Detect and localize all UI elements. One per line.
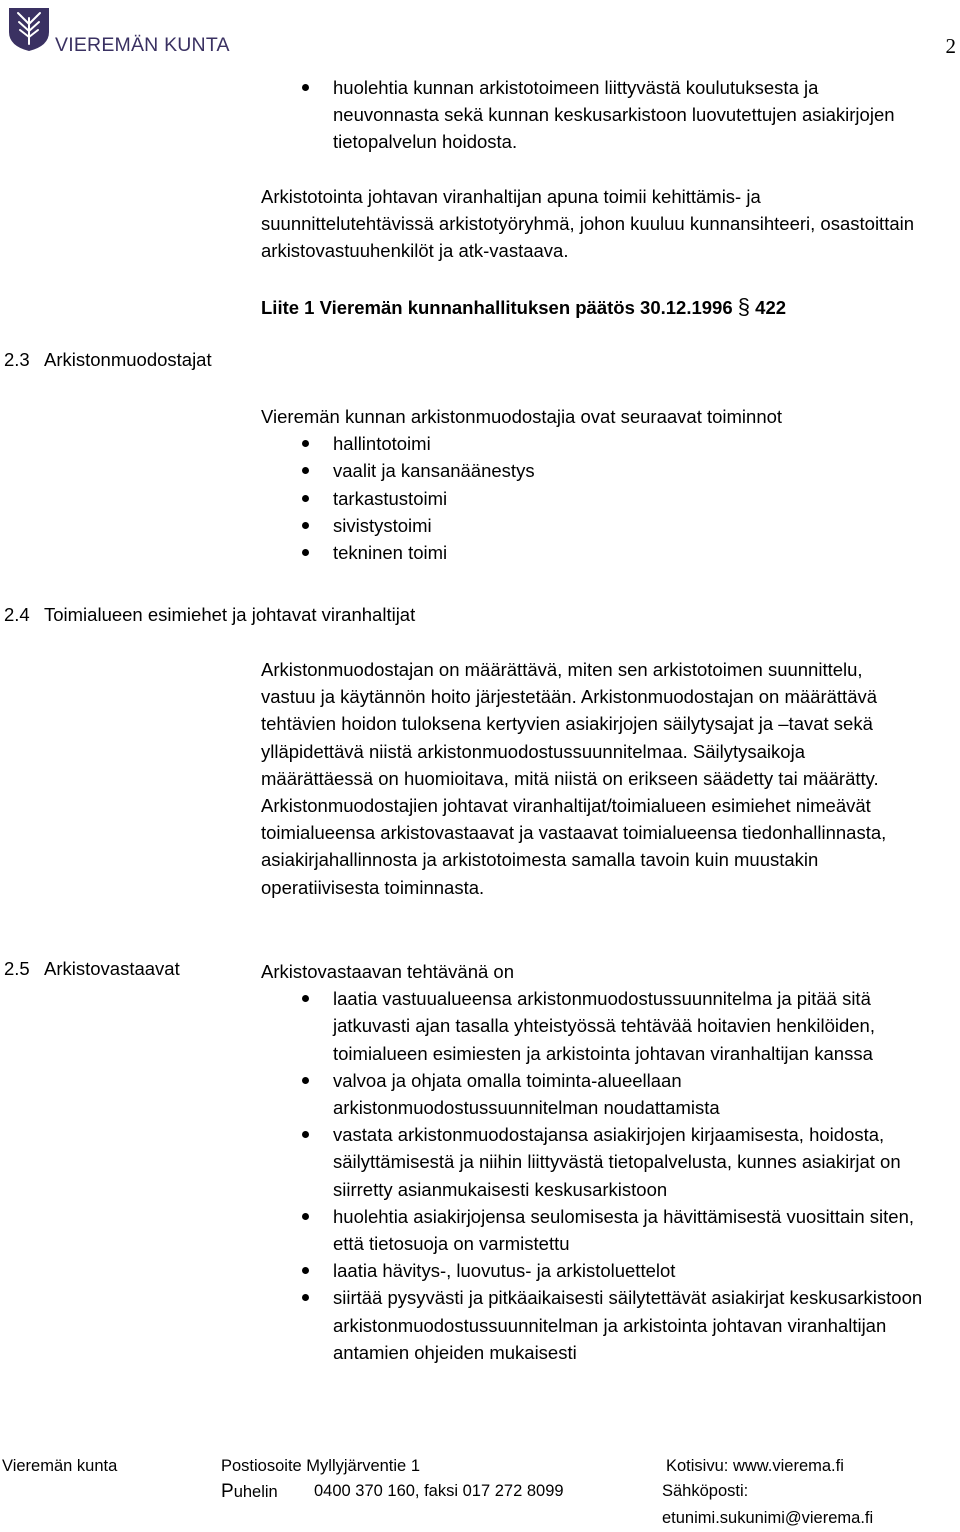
organization-name: VIEREMÄN KUNTA xyxy=(55,34,230,56)
list-item-line: huolehtia asiakirjojensa seulomisesta ja hävittämisestä vuosittain siten, xyxy=(333,1205,914,1227)
section-number: 2.3 xyxy=(4,349,30,370)
section-title: Arkistovastaavat xyxy=(44,958,180,979)
workgroup-paragraph xyxy=(261,183,956,265)
paragraph-line: Arkistonmuodostajien johtavat viranhaltijat/toimialueen esimiehet nimeävät xyxy=(261,795,871,817)
list-item-line: toimialueen esimiesten ja arkistointa johtavan viranhaltijan kanssa xyxy=(333,1042,873,1064)
section-title: Arkistonmuodostajat xyxy=(44,349,212,370)
appendix-text: Liite 1 Vieremän kunnanhallituksen päätös 30.12.1996 xyxy=(261,297,733,318)
section-intro: Vieremän kunnan arkistonmuodostajia ovat seuraavat toiminnot xyxy=(261,406,783,427)
list-item: tarkastustoimi xyxy=(261,485,956,512)
list-item-line: siirtää pysyvästi ja pitkäaikaisesti säilytettävät asiakirjat keskusarkistoon xyxy=(333,1287,923,1309)
footer-website[interactable]: Kotisivu: www.vierema.fi xyxy=(666,1457,844,1475)
section-intro: Arkistovastaavan tehtävänä on xyxy=(261,961,514,982)
phone-label-initial: P xyxy=(221,1481,234,1502)
municipal-crest-icon xyxy=(6,6,52,52)
section-2-4-body xyxy=(261,656,956,901)
section-heading-2-3 xyxy=(4,349,212,371)
list-item-line: valvoa ja ohjata omalla toiminta-alueellaan xyxy=(333,1069,682,1091)
appendix-reference xyxy=(261,293,956,321)
section-heading-2-5 xyxy=(4,958,180,980)
list-item-line: että tietosuoja on varmistettu xyxy=(333,1233,570,1255)
list-item-line: siirretty asianmukaisesti keskusarkistoon xyxy=(333,1178,668,1200)
list-item: vaalit ja kansanäänestys xyxy=(261,457,956,484)
paragraph-line: arkistovastuuhenkilöt ja atk-vastaava. xyxy=(261,240,569,262)
list-item-line: jatkuvasti ajan tasalla yhteistyössä tehtävää hoitavien henkilöiden, xyxy=(333,1015,875,1037)
paragraph-line: asiakirjahallinnosta ja arkistotoimesta samalla tavoin kuin muustakin xyxy=(261,849,819,871)
list-item xyxy=(261,1284,956,1366)
section-title: Toimialueen esimiehet ja johtavat viranhaltijat xyxy=(44,604,416,625)
list-item-line: neuvonnasta sekä kunnan keskusarkistoon luovutettujen asiakirjojen xyxy=(333,104,895,126)
paragraph-line: suunnittelutehtävissä arkistotyöryhmä, johon kuuluu kunnansihteeri, osastoittain xyxy=(261,213,915,235)
list-item xyxy=(261,1203,956,1257)
section-symbol: § xyxy=(737,294,751,319)
footer-phone-label xyxy=(221,1478,278,1506)
page-number: 2 xyxy=(945,34,956,58)
list-item-line: arkistonmuodostussuunnitelman noudattamista xyxy=(333,1097,720,1119)
footer-postal-address: Postiosoite Myllyjärventie 1 xyxy=(221,1457,420,1475)
paragraph-line: Arkistonmuodostajan on määrättävä, miten sen arkistotoimen suunnittelu, xyxy=(261,659,863,680)
section-number: 2.4 xyxy=(4,604,30,625)
list-item xyxy=(261,1257,956,1284)
list-item xyxy=(261,1121,956,1203)
paragraph-line: operatiivisesta toiminnasta. xyxy=(261,876,485,898)
list-item-line: laatia hävitys-, luovutus- ja arkistoluettelot xyxy=(333,1260,676,1282)
footer-email[interactable]: Sähköposti: etunimi.sukunimi@vierema.fi xyxy=(662,1482,874,1527)
paragraph-line: tehtävien hoidon tuloksena kertyvien asiakirjojen säilytysajat ja –tavat sekä xyxy=(261,713,873,735)
list-item xyxy=(261,985,956,1067)
list-item xyxy=(261,74,956,156)
intro-bullet-block xyxy=(261,74,956,156)
paragraph-line: ylläpidettävä niistä arkistonmuodostussuunnitelmaa. Säilytysaikoja xyxy=(261,740,805,762)
footer-org: Vieremän kunta xyxy=(2,1457,118,1475)
list-item-line: säilyttämisestä ja niihin liittyvästä tietopalvelusta, kunnes asiakirjat on xyxy=(333,1151,901,1173)
section-heading-2-4 xyxy=(4,604,415,626)
list-item-line: laatia vastuualueensa arkistonmuodostussuunnitelma ja pitää sitä xyxy=(333,988,871,1010)
footer-phone-numbers: 0400 370 160, faksi 017 272 8099 xyxy=(314,1482,564,1500)
paragraph-line: vastuu ja käytännön hoito järjestetään. Arkistonmuodostajan on määrättävä xyxy=(261,686,878,708)
list-item: tekninen toimi xyxy=(261,539,956,566)
paragraph-line: Arkistotointa johtavan viranhaltijan apuna toimii kehittämis- ja xyxy=(261,186,761,207)
paragraph-line: toimialueensa arkistovastaavat ja vastaavat toimialueensa tiedonhallinnasta, xyxy=(261,822,887,844)
list-item-line: antamien ohjeiden mukaisesti xyxy=(333,1341,577,1363)
list-item-line: tietopalvelun hoidosta. xyxy=(333,131,518,153)
list-item-line: huolehtia kunnan arkistotoimeen liittyvästä koulutuksesta ja xyxy=(333,77,819,98)
list-item-line: vastata arkistonmuodostajansa asiakirjojen kirjaamisesta, hoidosta, xyxy=(333,1124,885,1146)
section-2-3-body xyxy=(261,403,956,566)
paragraph-line: määrättäessä on huomioitava, mitä niistä on erikseen säädetty tai määrätty. xyxy=(261,767,879,789)
phone-label-rest: uhelin xyxy=(233,1483,278,1501)
section-number: 422 xyxy=(755,297,787,318)
list-item: hallintotoimi xyxy=(261,430,956,457)
section-number: 2.5 xyxy=(4,958,30,979)
list-item xyxy=(261,1067,956,1121)
section-2-5-body xyxy=(261,958,956,1366)
list-item-line: arkistonmuodostussuunnitelman ja arkistointa johtavan viranhaltijan xyxy=(333,1314,887,1336)
list-item: sivistystoimi xyxy=(261,512,956,539)
